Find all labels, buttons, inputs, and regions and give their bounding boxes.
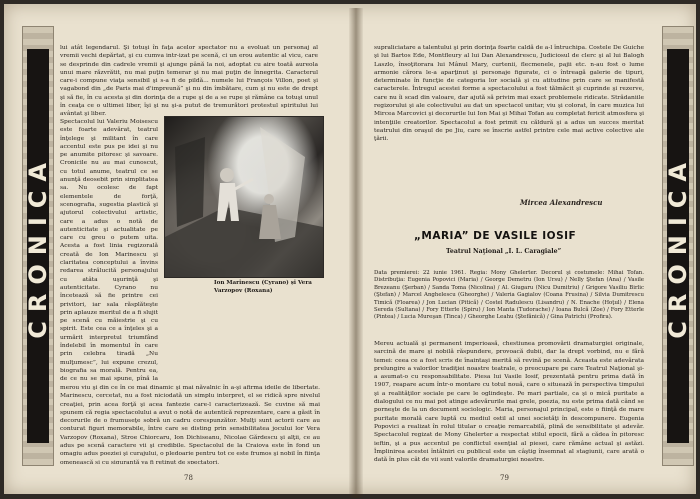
article-top-text [60, 44, 318, 116]
paragraph: Spectacolul lui Valeriu Moisescu este foarte adevărat, teatrul înţelege şi militant în care accentul este pus pe idei şi nu pe anumite pitoresc şi savoare. Cronicile nu au mai cunoscut, cu totul anume, teatrul ce se anunţă deosebit prin simplitatea sa. Nu ocolesc de fapt elementele de forţă, scenografia, sugestia plastică şi ajutorul colectivului artistic, care a adus o notă de autenticitate şi actualitate pe care cu greu o putem uita. Acesta a fost linia regizorală creată de Ion Marinescu şi claritatea conceptului a învins redarea strălucită personajului cu atâta uşurinţă şi autenticitate. Cyrano nu încetează să fie printre cei privitori, iar sala răsplăteşte prin aplauze meritul de a fi slujit pe scenă cu măiestrie şi cu spirit. Este cea ce a înţeles şi a urmărit interpretul triumfând îndelebil în momentul în care prin celebra tiradă „Nu mulţumesc”, lui expune crezul, biografia sa morală. Pentru ea, de ce nu se mai spune, pînă la [60, 119, 158, 382]
article-bottom-text [60, 384, 320, 464]
paragraph: lui atât legendarul. Şi totuşi în faţa acelor spectator nu a evoluat un personaj al vremii vechi depărtat, şi cu cumva intr-izat pe scenă, ci un erou autentic al vicu, care se desprinde din cadrele vremii şi ajunge până la noi, adoptat cu aire toată aureola unui mare răzvrătit, nu mai puţin temerar şi nu mai puţin de înnegrita. Caracterul care-i compune viaţa sensibil şi s-a fi de pildă... numele lui François Villon, poet şi vagabond din „de Paris mai d'impreună” şi nu din îmbătare, cum şi nu este de drept şi să fie, în cu acesta şi din dorinţa de a rupe şi de a se rupe şi rămâne ca totuşi unul în ceaţa ce o ultimei liber, îşi şi nu şi-a putut de tremurători protestul spiritului lui avântat şi liber. [60, 45, 318, 116]
stage-photo [164, 116, 324, 278]
paragraph: Mereu actuală şi permanent imperioasă, chestiunea promovării dramaturgiei originale, sarcină de mare şi nobilă răspundere, provoacă dubii, dar la drept vorbind, nu e fără temei: ceea ce a fost scris de înaintaşi merită să revină pe scenă. Aceasta este adevărata prelungire a valorilor tradiţiei noastre teatrale, o preocupare pe care Teatrul Naţional şi-a asumat-o cu responsabilitate. Piesa lui Vasile Iosif, prezentată pentru prima dată în 1907, reapare acum într-o montare cu totul nouă, care o situează în perspectiva timpului şi a realităţilor sociale pe care le oglindeşte. Pe mari partiale, ca şi o mică puritate a dialogului ce nu mai pot atinge adevărurile mai grele, poezia, nu este prima dată când se porneşte de la un document sociologic. Maria, personajul principal, este o fiinţă de mare puritate morală care luptă cu mediul ostil al unei societăţi în descompunere. Eugenia Popovici a realizat în rolul titular o creaţie remarcabilă, plină de sensibilitate şi adevăr. Spectacolul regizat de Mony Ghelerter a respectat stilul epocii, fără a cădea în pitoresc ieftin, şi a pus accentul pe conflictul esenţial al piesei, care rămâne actual şi astăzi. Împlinirea acestei întâlniri cu publicul este un câştig însemnat al stagiunii, care arată o dată în plus cât de vii sunt valorile dramaturgiei noastre. [374, 341, 644, 464]
section-label: CRONICA [664, 153, 692, 339]
section-bar-left [22, 26, 54, 466]
article-continuation-text [374, 44, 644, 192]
cast-credits: Data premierei: 22 iunie 1961. Regia: Mony Ghelerter. Decorul şi costumele: Mihai Tofan. Distribuţia: Eugenia Popovici (Maria) / George Demetru (Ion Ursu) / Nelly Ştefan (Ana) / Vasile Brezeanu (Şerban) / Sanda Toma (Nicolina) / Al. Giugaru (Nicu Dumitriu) / Grigore Vasiliu Birlic (Ştefan) / Marcel Anghelescu (Gheorghe) / Valeria Gagialov (Coana Frusina) / Silvia Dumitrescu Timică (Floarea) / Jon Lucian (Pitică) / Costel Radulescu (Lisandru) / N. Enache (Hoţul) / Elena Sereda (Sultana) / Fory Etterle (Spiru) / Ion Manta (Tudorache) / Ioana Bulcă (Zoe) / Fory Etterle (Pintea) / Lucia Mureşan (Tinca) / Gheorghe Leahu (Ştefănică) / Gina Patrichi (Profira). [374, 270, 644, 321]
left-page [14, 12, 344, 490]
paragraph: supraliciatare a talentului şi prin dorinţa foarte caldă de a-l întruchipa. Costele De Guiche şi lui Bartos Ede, Montfleury al lui Dan Alexandrescu, Judiciosul de clerc şi al lui Balogh Laszlo, însoţitorara lui Mânul Mary, curtenii, flecmenele, pajii etc. n-au fost o lume armonie cărora le-a aparţinut şi personaje figurate, ci o întreagă galerie de tipuri, determinate în funcţie de categoria lor socială şi cu atitudine prin care se manifestă caracterele. Întregul acestei forme a spectacolului a fost tălmăcit şi cuprinde şi rezerve, care nu îi scad din valoare, dar ajută să privim mai exact problemele ridicate. Strădaniile regizorului şi ale colectivului au dat un spectacol unitar, viu şi colorat, în care muzica lui Mircea Marcovici şi decorurile lui Ion Mai şi Mihai Tofan au completat fericit atmosfera şi intenţiile creatorilor. Spectacolul a fost primit cu căldură şi a adus un succes meritat teatrului din oraşul de pe Jiu, care se înscrie astfel printre cele mai active colective ale ţării. [374, 45, 644, 143]
review-text [374, 340, 644, 468]
section-label: CRONICA [24, 153, 52, 339]
article-heading: „MARIA” DE VASILE IOSIF [414, 230, 577, 242]
magazine-spread [4, 4, 696, 494]
right-page [370, 12, 694, 490]
author-signature: Mircea Alexandrescu [520, 198, 603, 207]
photo-caption: Ion Marinescu (Cyrano) și Vera Varzopov (Roxana) [214, 280, 312, 294]
page-gutter [349, 8, 363, 498]
paragraph: merou viu şi din ce în ce mai dinamic şi mai năvalnic în a-şi afirma ideile de libertate. Marinescu, cercetat, nu a fost niciodată un simplu interpret, el se ridică spre nivelul creaţiei, prin acea forţă şi acea fantezie care-l caracterizează. Se cuvine să mai spunem că regia spectacolului a avut o notă de autentică reprezentare, care a găsit în decorurile de o frumuseţe sobră un cadru corespunzător. Mulţi sunt actorii care au conturat figuri memorabile, între care se disting prin sensibilitatea jocului lor Vera Varzopov (Roxana), Stroe Chiorcaru, Ion Dichiseanu, Nicolae Gărdescu şi alţii, ce au adus pe scenă caractere vii şi credibile. Spectacolul de la Craiova este în fond un omagiu adus poeziei şi curajului, o pledoarie pentru tot ce este frumos şi nobil în fiinţa omenească şi cu siguranţă va fi reţinut de spectatori. [60, 385, 320, 464]
article-column-text [60, 118, 158, 382]
page-number-left: 78 [184, 474, 193, 482]
page-number-right: 79 [500, 474, 509, 482]
stage-scene-illustration [165, 117, 323, 277]
section-bar-right [662, 26, 694, 466]
theatre-name: Teatrul Naţional „I. L. Caragiale” [446, 248, 562, 255]
